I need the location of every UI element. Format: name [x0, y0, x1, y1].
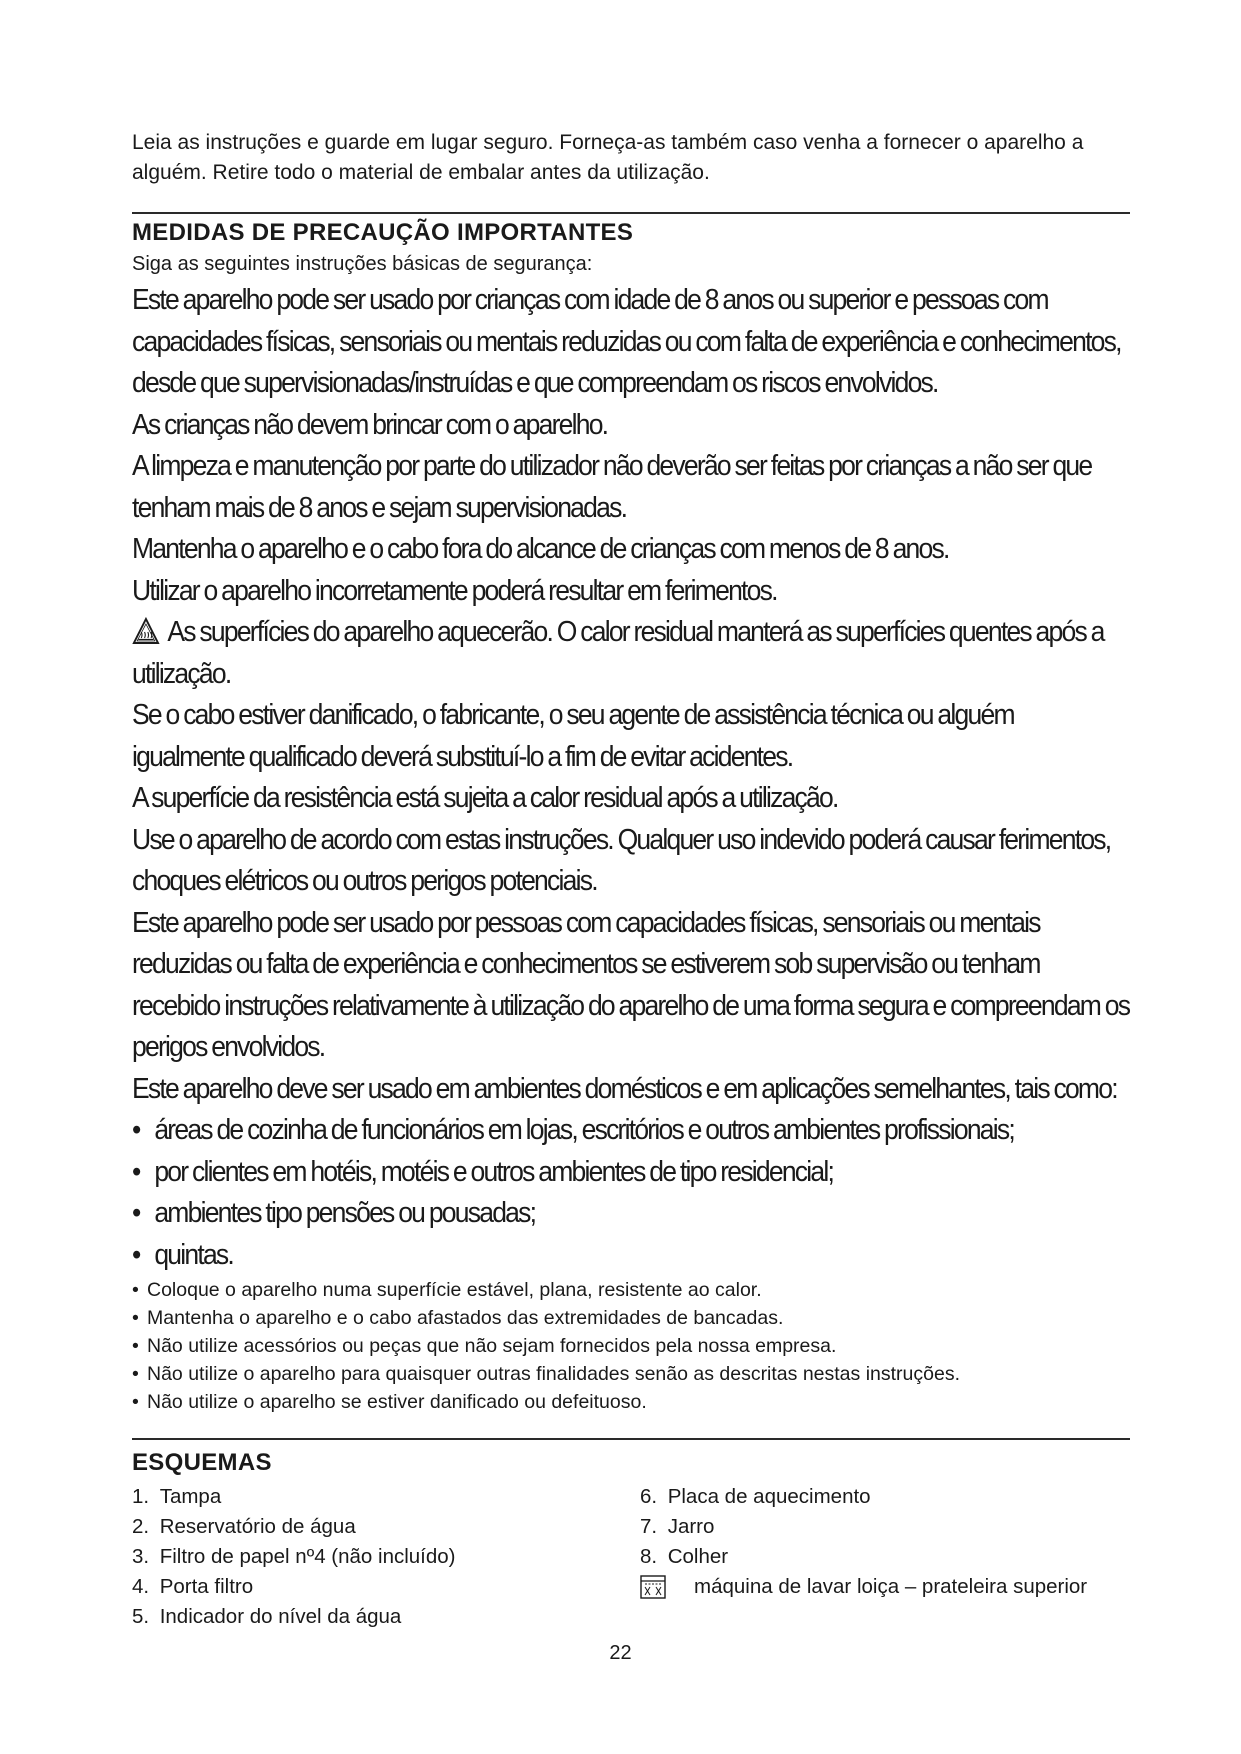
- safety-instructions: [132, 280, 1130, 1276]
- safety-small-list: [132, 1276, 1130, 1416]
- part-number: 6.: [640, 1485, 658, 1508]
- safety-paragraph: Este aparelho pode ser usado por pessoas com capacidades físicas, sensoriais ou mentais reduzidas ou falta de experiência e conhecimentos se estiverem sob supervisão ou tenham recebido instruções relativamente à utilização do aparelho de uma forma segura e compreendam os perigos envolvidos.: [132, 906, 1130, 1063]
- part-item: [132, 1602, 640, 1632]
- bullet: •: [132, 1197, 140, 1229]
- part-number: 7.: [640, 1515, 658, 1538]
- list-item-text: Não utilize acessórios ou peças que não sejam fornecidos pela nossa empresa.: [147, 1335, 837, 1357]
- list-item: [132, 1235, 1130, 1277]
- safety-paragraph-hot-surface: [132, 612, 1130, 695]
- safety-paragraph: Este aparelho pode ser usado por crianças com idade de 8 anos ou superior e pessoas com capacidades físicas, sensoriais ou mentais reduzidas ou com falta de experiência e conhecimentos, desde que supervisionadas/instruídas e que compreendam os riscos envolvidos.: [132, 284, 1121, 399]
- bullet: •: [132, 1391, 139, 1413]
- list-item-text: Não utilize o aparelho se estiver danificado ou defeituoso.: [147, 1391, 647, 1413]
- bullet: •: [132, 1279, 139, 1301]
- list-item: [132, 1152, 1130, 1194]
- list-item: [132, 1388, 1130, 1416]
- list-item-text: Coloque o aparelho numa superfície estável, plana, resistente ao calor.: [147, 1279, 762, 1301]
- part-number: 3.: [132, 1545, 150, 1568]
- safety-paragraph: A limpeza e manutenção por parte do utilizador não deverão ser feitas por crianças a não ser que tenham mais de 8 anos e sejam supervisionadas.: [132, 450, 1092, 524]
- list-item: [132, 1332, 1130, 1360]
- safety-paragraph: Use o aparelho de acordo com estas instruções. Qualquer uso indevido poderá causar ferimentos, choques elétricos ou outros perigos potenciais.: [132, 823, 1111, 897]
- part-item: [640, 1512, 1130, 1542]
- list-item-text: ambientes tipo pensões ou pousadas;: [154, 1197, 536, 1229]
- bullet: •: [132, 1363, 139, 1385]
- safety-paragraph: Mantenha o aparelho e o cabo fora do alcance de crianças com menos de 8 anos.: [132, 533, 949, 565]
- part-item: [132, 1482, 640, 1512]
- list-item-text: Não utilize o aparelho para quaisquer outras finalidades senão as descritas nestas instruções.: [147, 1363, 960, 1385]
- schemes-heading: ESQUEMAS: [132, 1449, 272, 1476]
- page-content: [132, 128, 1130, 1632]
- part-number: 1.: [132, 1485, 150, 1508]
- list-item: [132, 1276, 1130, 1304]
- part-label: Colher: [667, 1545, 729, 1568]
- part-item: [640, 1542, 1130, 1572]
- hot-surface-text: As superfícies do aparelho aquecerão. O calor residual manterá as superfícies quentes após a utilização.: [132, 616, 1104, 690]
- dishwasher-note-text: máquina de lavar loiça – prateleira superior: [694, 1575, 1088, 1598]
- part-label: Tampa: [159, 1485, 222, 1508]
- part-label: Placa de aquecimento: [667, 1485, 871, 1508]
- parts-column-right: [640, 1482, 1130, 1632]
- safety-paragraph: A superfície da resistência está sujeita a calor residual após a utilização.: [132, 782, 838, 814]
- list-item-text: quintas.: [154, 1238, 234, 1271]
- safety-subheading: Siga as seguintes instruções básicas de segurança:: [132, 253, 593, 275]
- bullet: •: [132, 1307, 139, 1329]
- safety-paragraph: Utilizar o aparelho incorretamente poderá resultar em ferimentos.: [132, 574, 777, 607]
- page-number: 22: [609, 1642, 632, 1664]
- part-label: Porta filtro: [159, 1575, 254, 1598]
- part-label: Jarro: [667, 1515, 715, 1538]
- dishwasher-icon: [640, 1575, 666, 1599]
- part-item: [640, 1482, 1130, 1512]
- section-divider: [132, 212, 1130, 214]
- schemes-parts-list: [132, 1482, 1130, 1632]
- safety-heading: MEDIDAS DE PRECAUÇÃO IMPORTANTES: [132, 219, 634, 246]
- part-number: 8.: [640, 1545, 658, 1568]
- bullet: •: [132, 1114, 140, 1146]
- part-number: 5.: [132, 1605, 150, 1628]
- parts-column-left: [132, 1482, 640, 1632]
- section-divider: [132, 1438, 1130, 1440]
- part-item: [132, 1512, 640, 1542]
- list-item: [132, 1360, 1130, 1388]
- safety-paragraph: Este aparelho deve ser usado em ambientes domésticos e em aplicações semelhantes, tais como:: [132, 1072, 1117, 1105]
- list-item: [132, 1110, 1130, 1152]
- bullet: •: [132, 1335, 139, 1357]
- part-number: 2.: [132, 1515, 150, 1538]
- list-item-text: áreas de cozinha de funcionários em lojas, escritórios e outros ambientes profissionais;: [154, 1114, 1014, 1146]
- safety-paragraph: Se o cabo estiver danificado, o fabricante, o seu agente de assistência técnica ou alguém igualmente qualificado deverá substituí-lo a fim de evitar acidentes.: [132, 699, 1014, 773]
- part-number: 4.: [132, 1575, 150, 1598]
- part-item: [132, 1542, 640, 1572]
- list-item: [132, 1193, 1130, 1235]
- part-label: Filtro de papel nº4 (não incluído): [159, 1545, 456, 1568]
- list-item-text: por clientes em hotéis, motéis e outros ambientes de tipo residencial;: [154, 1155, 834, 1188]
- part-label: Reservatório de água: [159, 1515, 356, 1538]
- hot-surface-warning-icon: [132, 617, 160, 645]
- list-item-text: Mantenha o aparelho e o cabo afastados das extremidades de bancadas.: [147, 1307, 784, 1329]
- safety-paragraph: As crianças não devem brincar com o aparelho.: [132, 408, 608, 441]
- part-label: Indicador do nível da água: [159, 1605, 402, 1628]
- bullet: •: [132, 1155, 140, 1188]
- list-item: [132, 1304, 1130, 1332]
- bullet: •: [132, 1238, 140, 1271]
- dishwasher-note: [640, 1572, 1130, 1602]
- part-item: [132, 1572, 640, 1602]
- intro-text: Leia as instruções e guarde em lugar seguro. Forneça-as também caso venha a fornecer o aparelho a alguém. Retire todo o material de embalar antes da utilização.: [132, 131, 1084, 184]
